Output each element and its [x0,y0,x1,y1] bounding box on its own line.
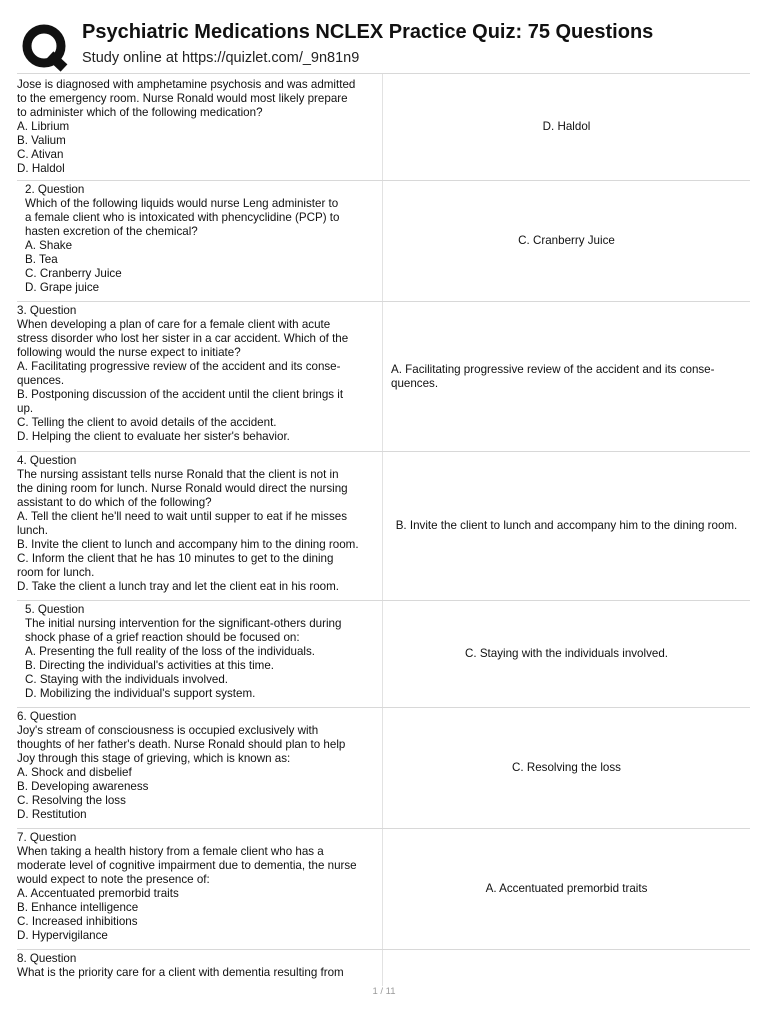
question-line: thoughts of her father's death. Nurse Ronald should plan to help [17,738,346,751]
answer-text: C. Resolving the loss [512,761,621,774]
option-a: A. Facilitating progressive review of the accident and its conse- [17,360,341,373]
option-a: A. Presenting the full reality of the loss of the individuals. [25,645,316,658]
question-line: Which of the following liquids would nurse Leng administer to [25,197,339,210]
question-line: Joy through this stage of grieving, which is known as: [17,752,291,765]
option-c: C. Telling the client to avoid details of the accident. [17,416,277,429]
question-cell [17,181,383,303]
question-line: When taking a health history from a female client who has a [17,845,324,858]
question-cell [17,708,383,830]
option-c: C. Increased inhibitions [17,915,138,928]
option-b: B. Developing awareness [17,780,149,793]
question-line: shock phase of a grief reaction should be focused on: [25,631,300,644]
option-a: A. Shock and disbelief [17,766,132,779]
option-b-cont: up. [17,402,34,415]
option-a: A. Shake [25,239,73,252]
question-cell [17,302,383,453]
option-c: C. Staying with the individuals involved. [25,673,228,686]
question-number: 4. Question [17,454,77,467]
question-cell [17,950,383,986]
question-cell [17,829,383,951]
question-line: would expect to note the presence of: [17,873,210,886]
option-a-cont: quences. [17,374,65,387]
option-d: D. Helping the client to evaluate her sister's behavior. [17,430,290,443]
answer-cell [383,950,750,984]
qa-table [17,73,750,984]
table-row [17,828,750,949]
question-line: When developing a plan of care for a female client with acute [17,318,331,331]
table-row [17,451,750,600]
answer-cell [383,302,750,451]
option-a-cont: lunch. [17,524,48,537]
question-line: assistant to do which of the following? [17,496,212,509]
answer-text: B. Invite the client to lunch and accompany him to the dining room. [395,519,738,532]
question-line: Joy's stream of consciousness is occupied exclusively with [17,724,319,737]
option-b: B. Enhance intelligence [17,901,139,914]
page-number: 1 / 11 [372,986,396,997]
option-b: B. Valium [17,134,66,147]
question-line: to administer which of the following medication? [17,106,263,119]
option-d: D. Restitution [17,808,87,821]
question-cell [17,74,383,184]
question-line: The nursing assistant tells nurse Ronald that the client is not in [17,468,339,481]
question-line: The initial nursing intervention for the significant-others during [25,617,342,630]
option-b: B. Postponing discussion of the accident until the client brings it [17,388,344,401]
question-line: Jose is diagnosed with amphetamine psychosis and was admitted [17,78,356,91]
quizlet-logo-icon [20,22,70,72]
question-cell [17,601,383,709]
option-a: A. Librium [17,120,70,133]
question-number: 6. Question [17,710,77,723]
question-number: 3. Question [17,304,77,317]
question-number: 7. Question [17,831,77,844]
option-c: C. Cranberry Juice [25,267,122,280]
answer-cell [383,601,750,707]
question-line: moderate level of cognitive impairment due to dementia, the nurse [17,859,357,872]
answer-cell [383,181,750,301]
table-row [17,949,750,984]
answer-cell [383,708,750,828]
option-c: C. Resolving the loss [17,794,126,807]
table-row [17,73,750,180]
option-c: C. Ativan [17,148,64,161]
question-line: What is the priority care for a client with dementia resulting from [17,966,344,979]
question-line: hasten excretion of the chemical? [25,225,198,238]
table-row [17,180,750,301]
option-d: D. Hypervigilance [17,929,108,942]
answer-text: A. Facilitating progressive review of the accident and its conse- quences. [391,362,715,390]
document-header [0,0,768,74]
option-b: B. Tea [25,253,58,266]
answer-cell [383,452,750,600]
question-line: following would the nurse expect to initiate? [17,346,241,359]
option-d: D. Take the client a lunch tray and let the client eat in his room. [17,580,340,593]
table-row [17,301,750,451]
study-link-subtitle: Study online at https://quizlet.com/_9n81n9 [82,50,360,66]
option-d: D. Grape juice [25,281,100,294]
answer-text: C. Staying with the individuals involved. [465,647,668,660]
option-a: A. Accentuated premorbid traits [17,887,179,900]
answer-text: A. Accentuated premorbid traits [485,882,648,895]
option-a: A. Tell the client he'll need to wait until supper to eat if he misses [17,510,348,523]
table-row [17,600,750,707]
question-number: 5. Question [25,603,85,616]
question-number: 8. Question [17,952,77,965]
question-line: stress disorder who lost her sister in a car accident. Which of the [17,332,349,345]
option-d: D. Mobilizing the individual's support system. [25,687,256,700]
answer-text: D. Haldol [542,120,591,133]
option-b: B. Invite the client to lunch and accompany him to the dining room. [17,538,359,551]
question-line: to the emergency room. Nurse Ronald would most likely prepare [17,92,348,105]
option-c-cont: room for lunch. [17,566,95,579]
answer-cell [383,74,750,180]
answer-cell [383,829,750,949]
answer-text: C. Cranberry Juice [518,234,615,247]
option-d: D. Haldol [17,162,65,175]
option-c: C. Inform the client that he has 10 minutes to get to the dining [17,552,334,565]
question-line: the dining room for lunch. Nurse Ronald would direct the nursing [17,482,348,495]
question-cell [17,452,383,602]
option-b: B. Directing the individual's activities at this time. [25,659,275,672]
page-title: Psychiatric Medications NCLEX Practice Quiz: 75 Questions [82,21,654,43]
table-row [17,707,750,828]
question-line: a female client who is intoxicated with phencyclidine (PCP) to [25,211,340,224]
question-number: 2. Question [25,183,85,196]
